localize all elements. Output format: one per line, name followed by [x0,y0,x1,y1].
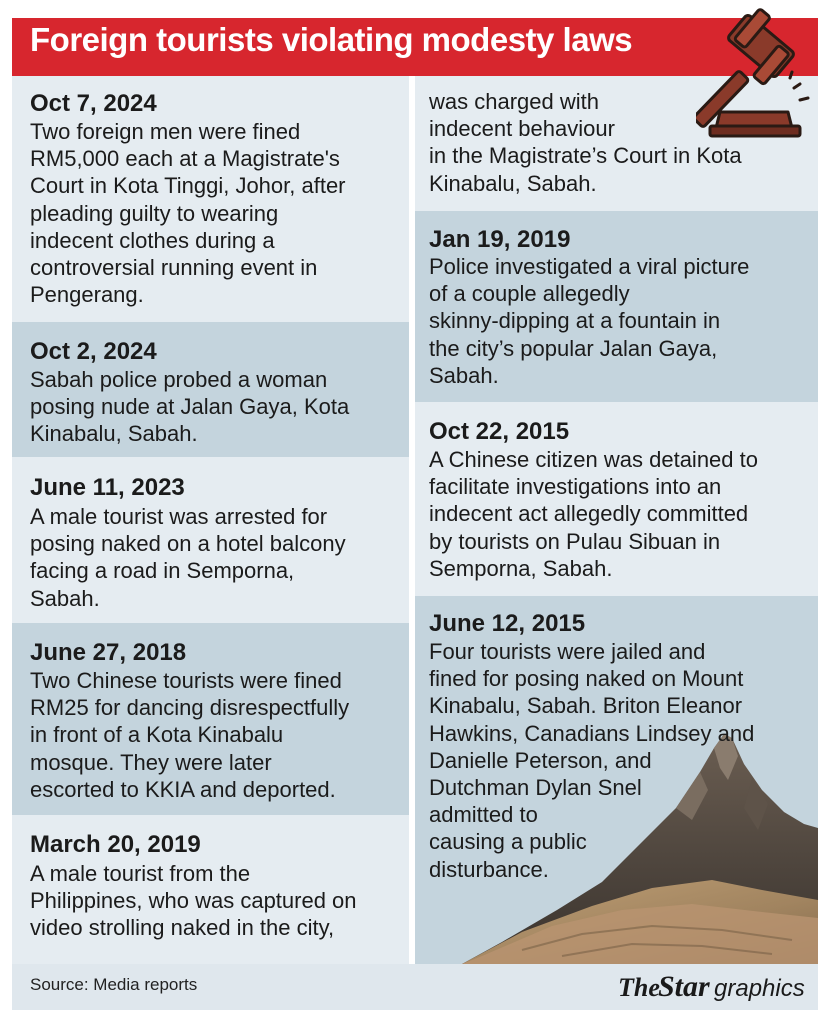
svg-text:The: The [618,973,660,1002]
svg-text:Star: Star [658,970,710,1003]
column-divider [409,76,415,964]
entry-text: A male tourist was arrested for posing naked on a hotel balcony facing a road in Semporna, Sabah. [30,504,346,611]
entry-date: Oct 22, 2015 [429,418,570,445]
entry-date: Oct 2, 2024 [30,338,157,365]
entry-text: A male tourist from the Philippines, who was captured on video strolling naked in the city, [30,861,357,941]
entry-text: was charged with indecent behaviour in the Magistrate’s Court in Kota Kinabalu, Sabah. [429,89,742,196]
gavel-icon [696,8,816,140]
entry-date: Jan 19, 2019 [429,226,571,253]
source-note: Source: Media reports [30,975,198,994]
entry-date: June 27, 2018 [30,639,187,666]
entry-text: Two Chinese tourists were fined RM25 for dancing disrespectfully in front of a Kota Kinabalu mosque. They were later escorted to KKIA and deported. [30,668,350,802]
entry-text: Four tourists were jailed and fined for posing naked on Mount Kinabalu, Sabah. Briton Eleanor Hawkins, Canadians Lindsey and Danielle Peterson, and Dutchman Dylan Snel admitted to causing a public disturbance. [429,639,755,882]
svg-text:graphics: graphics [714,975,805,1002]
entry-date: June 11, 2023 [30,474,185,501]
entry-date: June 12, 2015 [429,610,586,637]
entry-text: Police investigated a viral picture of a couple allegedly skinny-dipping at a fountain in the city’s popular Jalan Gaya, Sabah. [429,254,750,388]
entry-text: Two foreign men were fined RM5,000 each at a Magistrate's Court in Kota Tinggi, Johor, after pleading guilty to wearing indecent clothes during a controversial running event in Pengerang. [30,119,346,308]
entry-date: March 20, 2019 [30,831,201,858]
entry-text: Sabah police probed a woman posing nude at Jalan Gaya, Kota Kinabalu, Sabah. [30,367,350,447]
entry-text: A Chinese citizen was detained to facilitate investigations into an indecent act allegedly committed by tourists on Pulau Sibuan in Semporna, Sabah. [429,447,758,581]
thestar-graphics-logo [618,966,813,1004]
page-title: Foreign tourists violating modesty laws [30,21,633,58]
entry-date: Oct 7, 2024 [30,90,157,117]
